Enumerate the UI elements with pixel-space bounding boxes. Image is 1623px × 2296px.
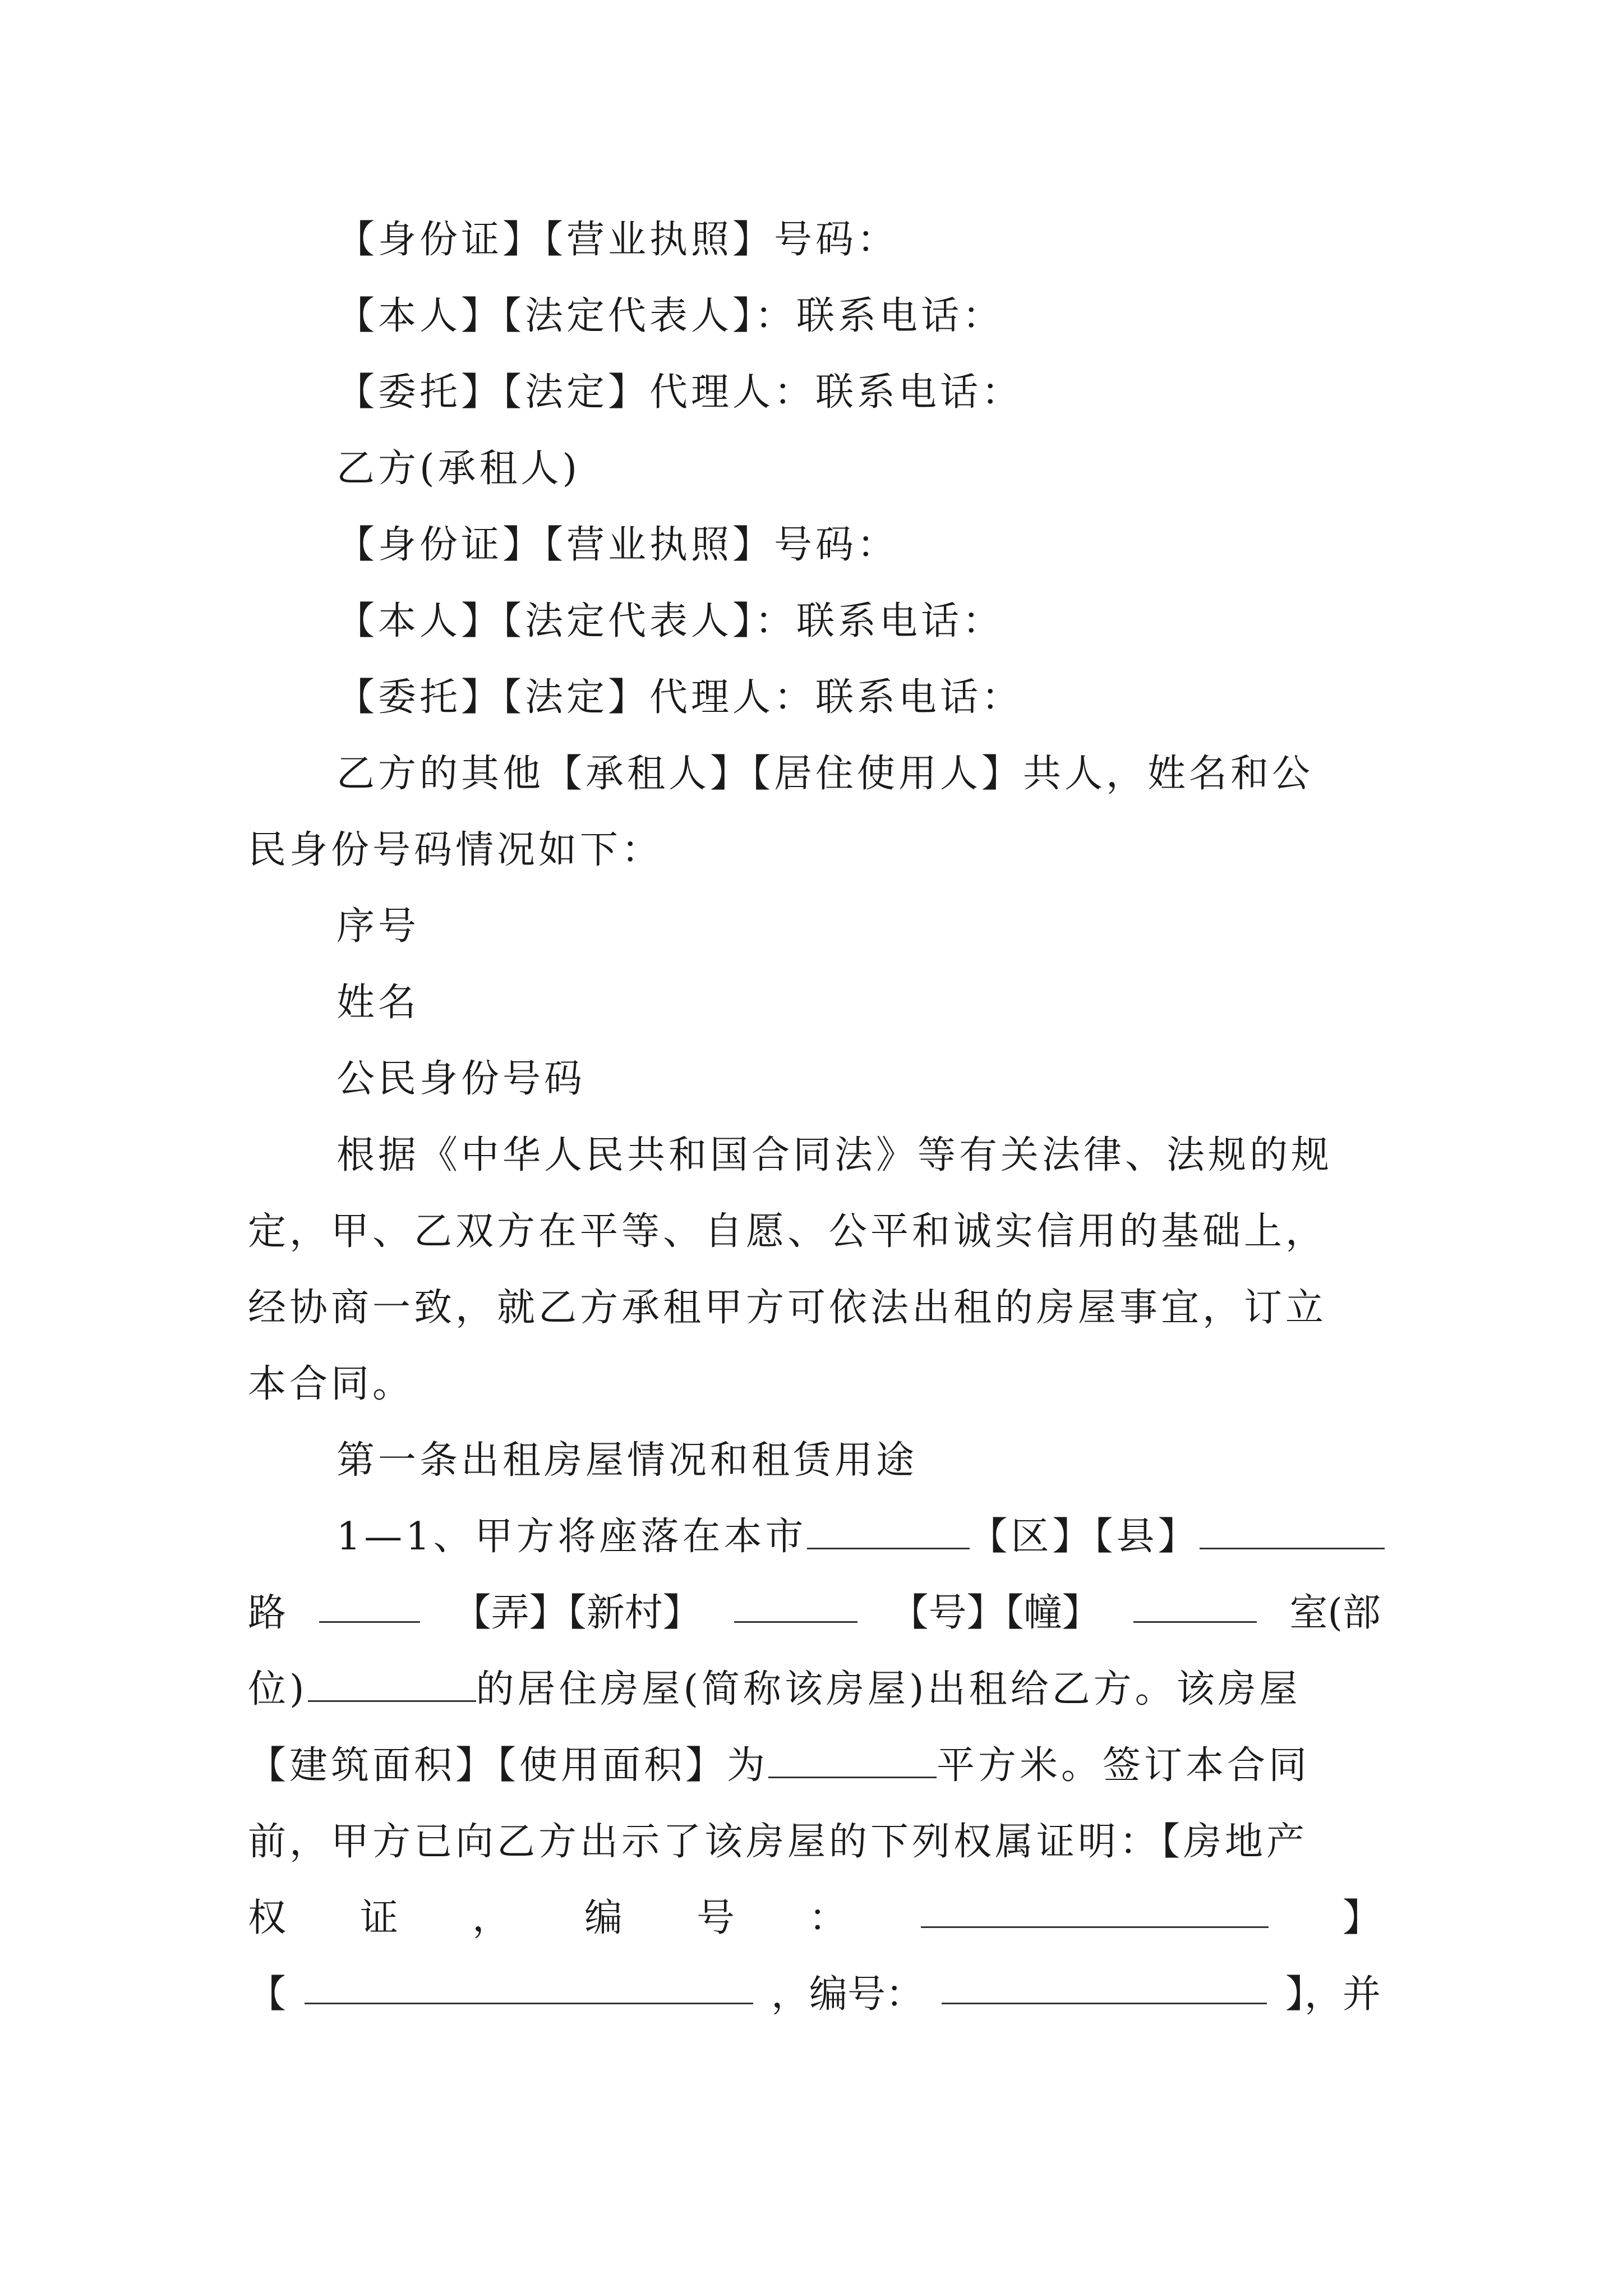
lessee-id-line: 【身份证】【营业执照】号码： [336,523,899,567]
lessor-agent-line: 【委托】【法定】代理人：联系电话： [336,370,1023,415]
fill-blank-other-certificate [305,1968,753,2004]
clause-1-1-line-7 [248,1968,1381,2022]
clause-text: 【号】【幢】 [890,1591,1100,1635]
article-1-heading: 第一条出租房屋情况和租赁用途 [336,1438,918,1483]
preamble-line-4: 本合同。 [248,1362,414,1406]
table-header-id-number: 公民身份号码 [336,1057,586,1101]
clause-text: 室(部 [1289,1591,1381,1635]
fill-blank-city [807,1513,970,1549]
table-header-number: 序号 [336,904,420,949]
clause-text: 【区】【县】 [969,1515,1200,1559]
fill-blank-certificate-number [921,1892,1269,1928]
clause-text: 】，并 [1285,1972,1381,2017]
clause-text: 路 [248,1591,287,1635]
co-tenant-paragraph-line-2: 民身份号码情况如下： [248,828,663,872]
lessor-representative-line: 【本人】【法定代表人】：联系电话： [336,294,1004,338]
clause-text: 1—1、甲方将座落在本市 [336,1515,807,1559]
preamble-line-1: 根据《中华人民共和国合同法》等有关法律、法规的规 [336,1133,1333,1177]
clause-text: 位) [248,1667,308,1711]
clause-text: 平方米。签订本合同 [937,1743,1311,1788]
clause-1-1-line-3 [248,1663,1381,1717]
clause-1-1-line-1 [336,1510,1381,1564]
clause-1-1-line-5: 前，甲方已向乙方出示了该房屋的下列权属证明：【房地产 [248,1820,1308,1864]
clause-text: 的居住房屋(简称该房屋)出租给乙方。该房屋 [476,1667,1301,1711]
preamble-line-3: 经协商一致，就乙方承租甲方可依法出租的房屋事宜，订立 [248,1286,1327,1330]
lessor-id-line: 【身份证】【营业执照】号码： [336,218,899,262]
lessee-representative-line: 【本人】【法定代表人】：联系电话： [336,599,1004,643]
lessee-agent-line: 【委托】【法定】代理人：联系电话： [336,675,1023,720]
clause-text: 【弄】【新村】 [453,1591,701,1635]
clause-text: 号 [697,1896,735,1940]
clause-text: 】 [1342,1896,1381,1940]
fill-blank-unit [308,1665,476,1702]
clause-text: ， [472,1896,511,1940]
fill-blank-district [1200,1513,1385,1549]
fill-blank-road [319,1586,420,1623]
clause-text: 【 [248,1972,287,2017]
clause-text: ： [809,1896,847,1940]
table-header-name: 姓名 [336,981,420,1025]
fill-blank-number [1133,1586,1257,1623]
clause-1-1-line-2 [248,1586,1381,1640]
clause-1-1-line-4 [248,1739,1381,1793]
preamble-line-2: 定，甲、乙双方在平等、自愿、公平和诚实信用的基础上， [248,1209,1327,1254]
co-tenant-paragraph-line-1: 乙方的其他【承租人】【居住使用人】共人，姓名和公 [336,752,1314,796]
clause-text: ，编号： [771,1972,924,2017]
clause-1-1-line-6 [248,1892,1381,1945]
fill-blank-other-number [942,1968,1267,2004]
clause-text: 证 [360,1896,399,1940]
clause-text: 权 [248,1896,287,1940]
clause-text: 编 [584,1896,623,1940]
lessee-heading: 乙方(承租人) [336,447,581,491]
fill-blank-lane [734,1586,857,1623]
fill-blank-area [768,1742,937,1778]
clause-text: 【建筑面积】【使用面积】为 [248,1743,769,1788]
